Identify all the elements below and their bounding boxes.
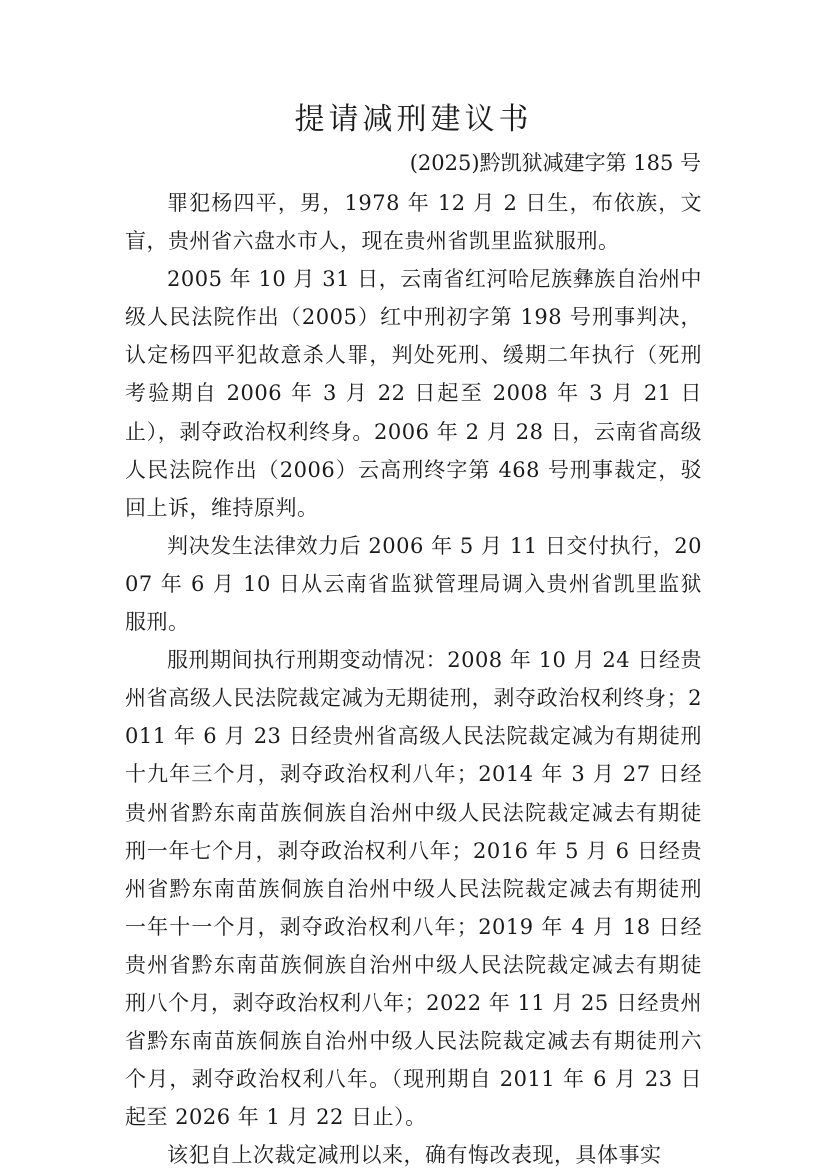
document-title: 提请减刑建议书 bbox=[294, 102, 533, 137]
paragraph-criminal-info: 罪犯杨四平，男，1978 年 12 月 2 日生，布依族，文盲，贵州省六盘水市人，现在贵州省凯里监狱服刑。 bbox=[125, 191, 702, 254]
paragraph-original-judgment: 2005 年 10 月 31 日，云南省红河哈尼族彝族自治州中级人民法院作出（2005）红中刑初字第 198 号刑事判决，认定杨四平犯故意杀人罪，判处死刑、缓期二年执行（死刑考验期自 2006 年 3 月 22 日起至 2008 年 3 月 21 日止），剥夺政治权利终身。2006 年 2 月 28 日，云南省高级人民法院作出（2006）云高刑终字第 468 号刑事裁定，驳回上诉，维持原判。 bbox=[125, 267, 702, 520]
document-number: (2025)黔凯狱减建字第 185 号 bbox=[409, 151, 701, 175]
paragraph-sentence-changes: 服刑期间执行刑期变动情况：2008 年 10 月 24 日经贵州省高级人民法院裁定减为无期徒刑，剥夺政治权利终身；2011 年 6 月 23 日经贵州省高级人民法院裁定减为有期徒刑十九年三个月，剥夺政治权利八年；2014 年 3 月 27 日经贵州省黔东南苗族侗族自治州中级人民法院裁定减去有期徒刑一年七个月，剥夺政治权利八年；2016 年 5 月 6 日经贵州省黔东南苗族侗族自治州中级人民法院裁定减去有期徒刑一年十一个月，剥夺政治权利八年；2019 年 4 月 18 日经贵州省黔东南苗族侗族自治州中级人民法院裁定减去有期徒刑八个月，剥夺政治权利八年；2022 年 11 月 25 日经贵州省黔东南苗族侗族自治州中级人民法院裁定减去有期徒刑六个月，剥夺政治权利八年。（现刑期自 2011 年 6 月 23 日起至 2026 年 1 月 22 日止）。 bbox=[125, 648, 702, 1130]
document-body bbox=[125, 184, 702, 1174]
paragraph-repentance: 该犯自上次裁定减刑以来，确有悔改表现，具体事实 bbox=[167, 1143, 662, 1168]
paragraph-execution-transfer: 判决发生法律效力后 2006 年 5 月 11 日交付执行，2007 年 6 月 10 日从云南省监狱管理局调入贵州省凯里监狱服刑。 bbox=[125, 533, 702, 635]
